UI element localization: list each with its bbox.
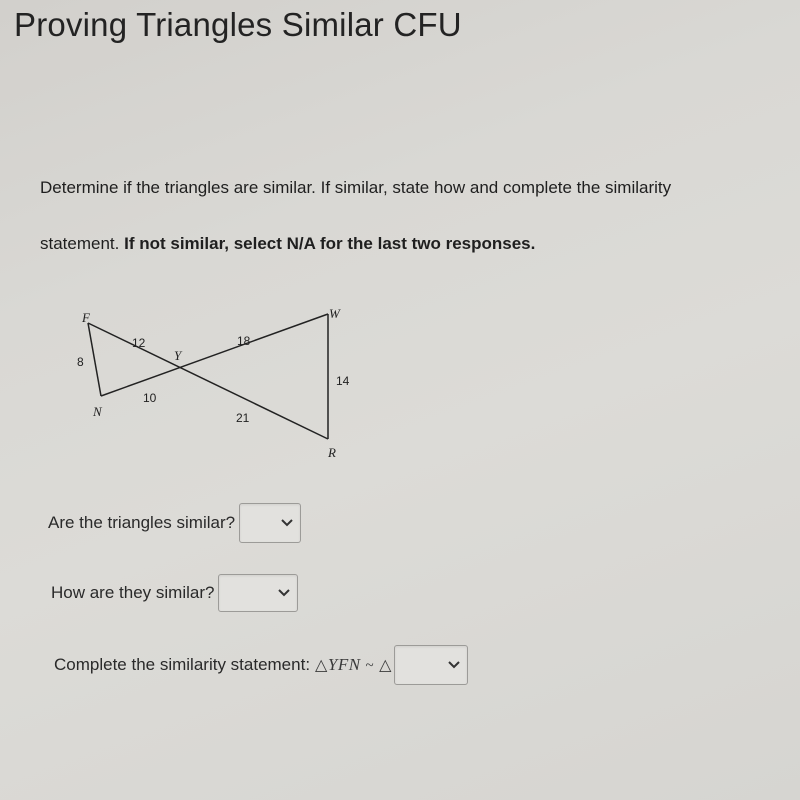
side-label-ny: 10 bbox=[143, 391, 157, 405]
question-similar bbox=[48, 503, 301, 543]
instructions bbox=[40, 160, 800, 272]
similarity-statement-math bbox=[315, 655, 392, 675]
question-similarity-statement-label: Complete the similarity statement: bbox=[54, 655, 311, 674]
triangle-symbol: △ bbox=[379, 657, 392, 674]
instructions-line-1: Determine if the triangles are similar. If similar, state how and complete the similarity bbox=[40, 178, 672, 197]
instructions-line-2-bold: If not similar, select N/A for the last two responses. bbox=[124, 234, 536, 253]
similarity-statement-prefix: YFN bbox=[327, 655, 361, 674]
instructions-line-2 bbox=[40, 216, 800, 272]
side-label-fy: 12 bbox=[132, 336, 146, 350]
question-how-similar bbox=[51, 574, 298, 612]
vertex-label-w: W bbox=[329, 306, 340, 321]
vertex-label-n: N bbox=[93, 404, 102, 419]
question-similarity-statement bbox=[54, 645, 468, 685]
chevron-down-icon bbox=[277, 588, 291, 598]
segment-fr bbox=[88, 323, 328, 439]
similar-dropdown[interactable] bbox=[239, 503, 301, 543]
instructions-line-2-normal: statement. bbox=[40, 234, 120, 253]
similarity-statement-dropdown[interactable] bbox=[394, 645, 468, 685]
side-label-fn: 8 bbox=[77, 355, 84, 369]
vertex-label-r: R bbox=[328, 445, 336, 460]
side-label-yr: 21 bbox=[236, 411, 250, 425]
triangle-symbol: △ bbox=[315, 657, 328, 674]
triangle-diagram bbox=[60, 300, 370, 470]
chevron-down-icon bbox=[447, 660, 461, 670]
vertex-label-f: F bbox=[82, 310, 90, 325]
similar-symbol: ~ bbox=[365, 658, 375, 674]
question-similar-label: Are the triangles similar? bbox=[48, 513, 236, 532]
segment-fn bbox=[88, 323, 101, 396]
chevron-down-icon bbox=[280, 518, 294, 528]
how-similar-dropdown[interactable] bbox=[218, 574, 298, 612]
page-title: Proving Triangles Similar CFU bbox=[14, 6, 462, 43]
question-how-similar-label: How are they similar? bbox=[51, 583, 215, 602]
triangle-figure bbox=[60, 300, 370, 470]
side-label-wr: 14 bbox=[336, 374, 350, 388]
vertex-label-y: Y bbox=[174, 348, 182, 363]
side-label-yw: 18 bbox=[237, 334, 251, 348]
